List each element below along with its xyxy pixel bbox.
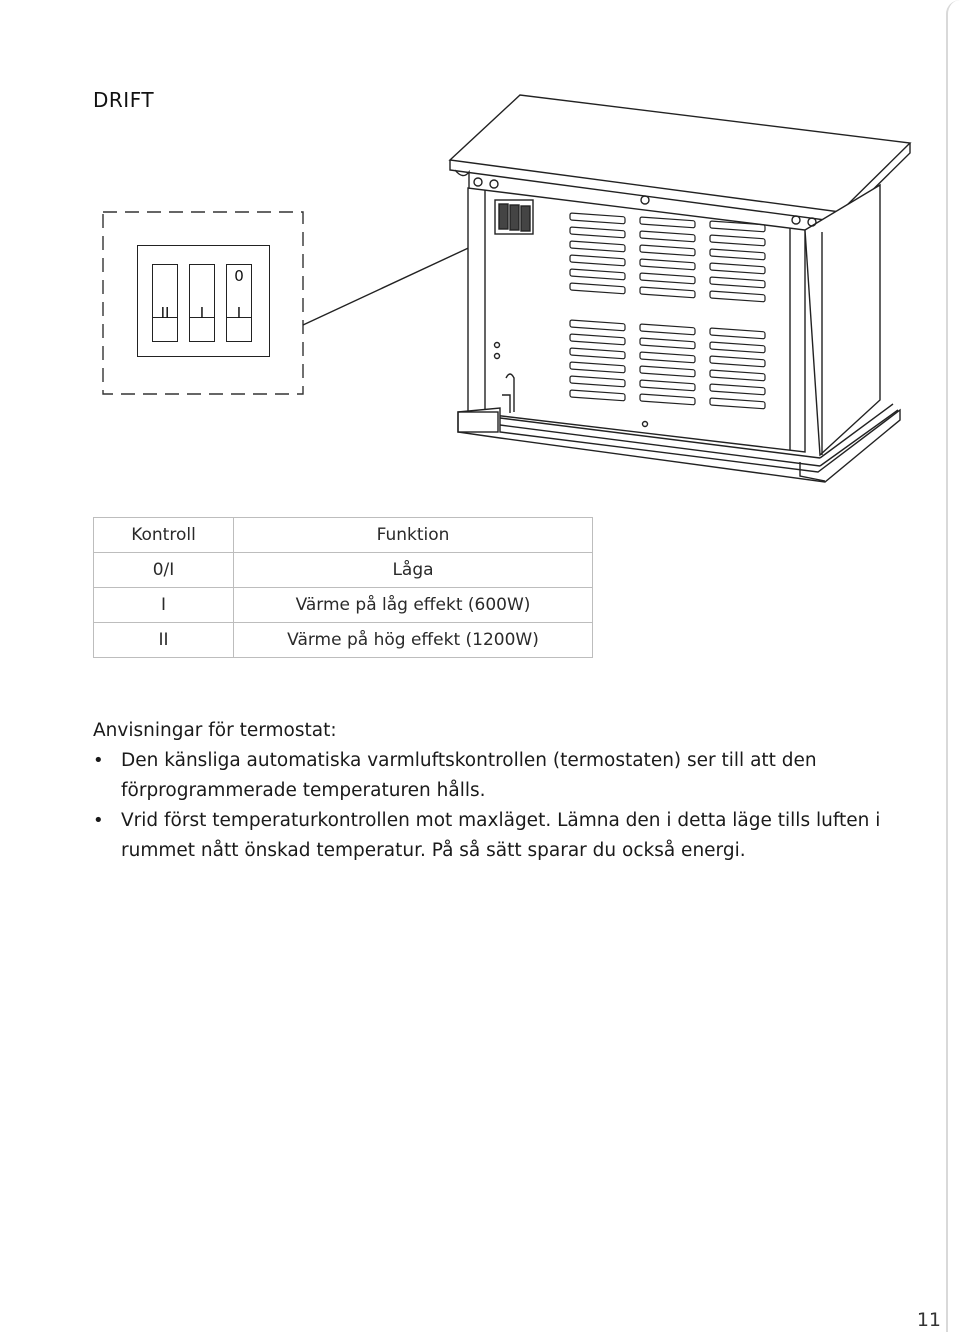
switch-ii-label: II bbox=[160, 304, 170, 322]
switch-i-label: I bbox=[199, 304, 205, 322]
table-row bbox=[94, 623, 593, 658]
switch-ii[interactable] bbox=[152, 264, 178, 342]
table-header-row bbox=[94, 518, 593, 553]
switch-flame-label: I bbox=[236, 304, 242, 322]
thermostat-list bbox=[93, 746, 943, 866]
table-cell-function: Värme på låg effekt (600W) bbox=[234, 588, 593, 623]
list-item: • Den känsliga automatiska varmluftskontrollen (termostaten) ser till att den förprogrammerade temperaturen hålls. bbox=[93, 746, 943, 806]
table-cell-control: 0/I bbox=[94, 553, 234, 588]
switch-flame-top-label: 0 bbox=[234, 267, 244, 285]
thermostat-title: Anvisningar för termostat: bbox=[93, 720, 337, 741]
table-row bbox=[94, 588, 593, 623]
switch-i[interactable] bbox=[189, 264, 215, 342]
switch-panel-detail bbox=[137, 245, 270, 357]
page-heading: DRIFT bbox=[93, 88, 155, 112]
table-cell-control: I bbox=[94, 588, 234, 623]
thermostat-instructions bbox=[93, 716, 943, 866]
header-funktion: Funktion bbox=[234, 518, 593, 553]
callout-leader-line bbox=[303, 237, 492, 325]
heater-switch-block bbox=[495, 200, 533, 234]
table-row bbox=[94, 553, 593, 588]
table-cell-function: Låga bbox=[234, 553, 593, 588]
control-table bbox=[93, 517, 593, 658]
table-cell-function: Värme på hög effekt (1200W) bbox=[234, 623, 593, 658]
list-item: • Vrid först temperaturkontrollen mot maxläget. Lämna den i detta läge tills luften i rummet nått önskad temperatur. På så sätt sparar du också energi. bbox=[93, 806, 943, 866]
header-kontroll: Kontroll bbox=[94, 518, 234, 553]
switch-flame[interactable] bbox=[226, 264, 252, 342]
page-number: 11 bbox=[916, 1309, 941, 1331]
table-cell-control: II bbox=[94, 623, 234, 658]
